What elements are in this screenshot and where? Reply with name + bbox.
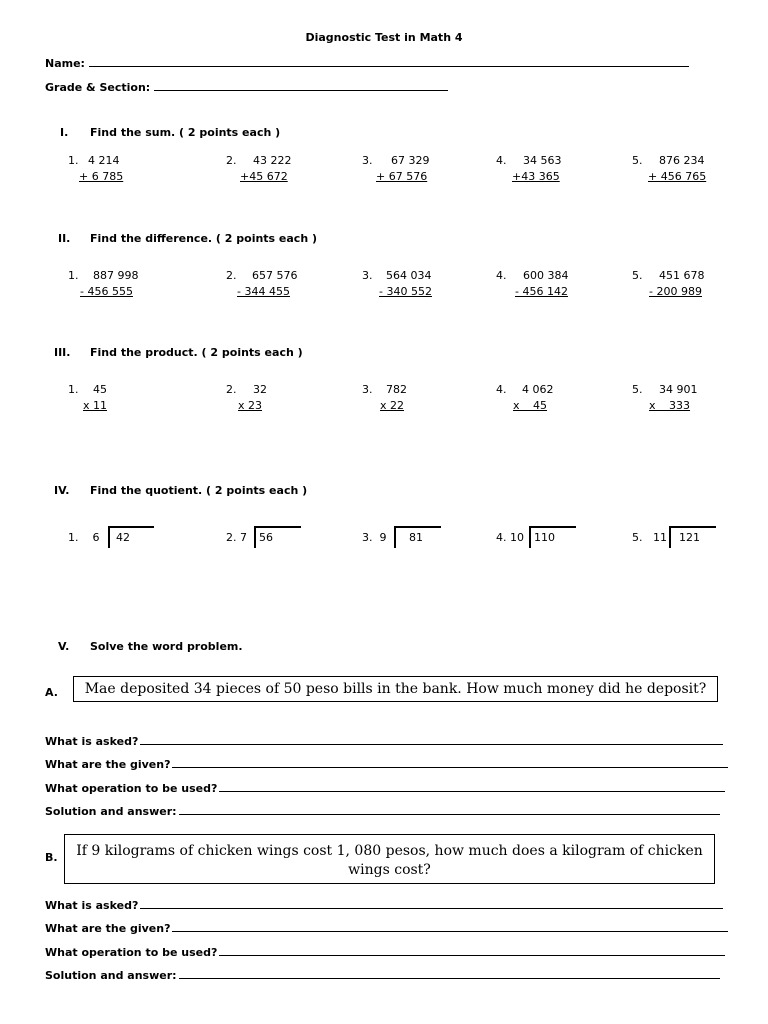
problem-b-given-field[interactable] [172, 920, 728, 932]
grade-row [45, 79, 448, 94]
quotient-problem-3: 3. 9 81 [362, 524, 442, 548]
problem-a-operation-row: What operation to be used? [45, 780, 725, 795]
section-sum-heading: I. Find the sum. ( 2 points each ) [60, 126, 281, 139]
section-product-heading: III. Find the product. ( 2 points each ) [54, 346, 303, 359]
problem-a-given-field[interactable] [172, 756, 728, 768]
problem-b-asked-field[interactable] [140, 897, 723, 909]
problem-b-operation-field[interactable] [219, 944, 725, 956]
product-problem-2: 2. 32 x 23 [226, 383, 267, 412]
problem-a-solution-field[interactable] [179, 803, 720, 815]
name-row [45, 55, 689, 70]
problem-b-operation-row: What operation to be used? [45, 944, 725, 959]
page-title: Diagnostic Test in Math 4 [305, 31, 463, 44]
name-field[interactable] [89, 55, 689, 67]
sum-problem-1: 1. 4 214 + 6 785 [68, 154, 124, 183]
problem-b-solution-field[interactable] [179, 967, 720, 979]
sum-problem-3: 3. 67 329 + 67 576 [362, 154, 430, 183]
problem-a-operation-field[interactable] [219, 780, 725, 792]
difference-problem-4: 4. 600 384 - 456 142 [496, 269, 569, 298]
difference-problem-2: 2. 657 576 - 344 455 [226, 269, 298, 298]
problem-b-letter: B. [45, 851, 58, 864]
problem-a-text: Mae deposited 34 pieces of 50 peso bills in the bank. How much money did he deposit? [84, 681, 707, 697]
product-problem-5: 5. 34 901 x 333 [632, 383, 698, 412]
problem-a-asked-row: What is asked? [45, 733, 723, 748]
problem-b-box [64, 834, 715, 884]
problem-a-asked-field[interactable] [140, 733, 723, 745]
name-label: Name: [45, 57, 85, 70]
product-problem-4: 4. 4 062 x 45 [496, 383, 554, 412]
problem-b-asked-row: What is asked? [45, 897, 723, 912]
problem-a-box [73, 676, 718, 702]
division-bracket [108, 526, 154, 548]
problem-b-text: If 9 kilograms of chicken wings cost 1, 080 pesos, how much does a kilogram of chicken wings cost? [76, 843, 703, 878]
product-problem-3: 3. 782 x 22 [362, 383, 407, 412]
section-quotient-heading: IV. Find the quotient. ( 2 points each ) [54, 484, 308, 497]
problem-a-given-row: What are the given? [45, 756, 728, 771]
quotient-problem-2: 2. 7 56 [226, 524, 306, 548]
sum-problem-2: 2. 43 222 +45 672 [226, 154, 292, 183]
problem-b-given-row: What are the given? [45, 920, 728, 935]
quotient-problem-5: 5. 11 121 [632, 524, 722, 548]
grade-field[interactable] [154, 79, 448, 91]
quotient-problem-1: 1. 6 42 [68, 524, 158, 548]
section-word-heading: V. Solve the word problem. [58, 640, 243, 653]
difference-problem-3: 3. 564 034 - 340 552 [362, 269, 432, 298]
problem-a-letter: A. [45, 686, 58, 699]
difference-problem-5: 5. 451 678 - 200 989 [632, 269, 705, 298]
problem-a-solution-row: Solution and answer: [45, 803, 720, 818]
product-problem-1: 1. 45 x 11 [68, 383, 108, 412]
sum-problem-4: 4. 34 563 +43 365 [496, 154, 562, 183]
quotient-problem-4: 4. 10 110 [496, 524, 586, 548]
grade-label: Grade & Section: [45, 81, 151, 94]
difference-problem-1: 1. 887 998 - 456 555 [68, 269, 139, 298]
problem-b-solution-row: Solution and answer: [45, 967, 720, 982]
section-difference-heading: II. Find the difference. ( 2 points each ) [58, 232, 318, 245]
sum-problem-5: 5. 876 234 + 456 765 [632, 154, 707, 183]
